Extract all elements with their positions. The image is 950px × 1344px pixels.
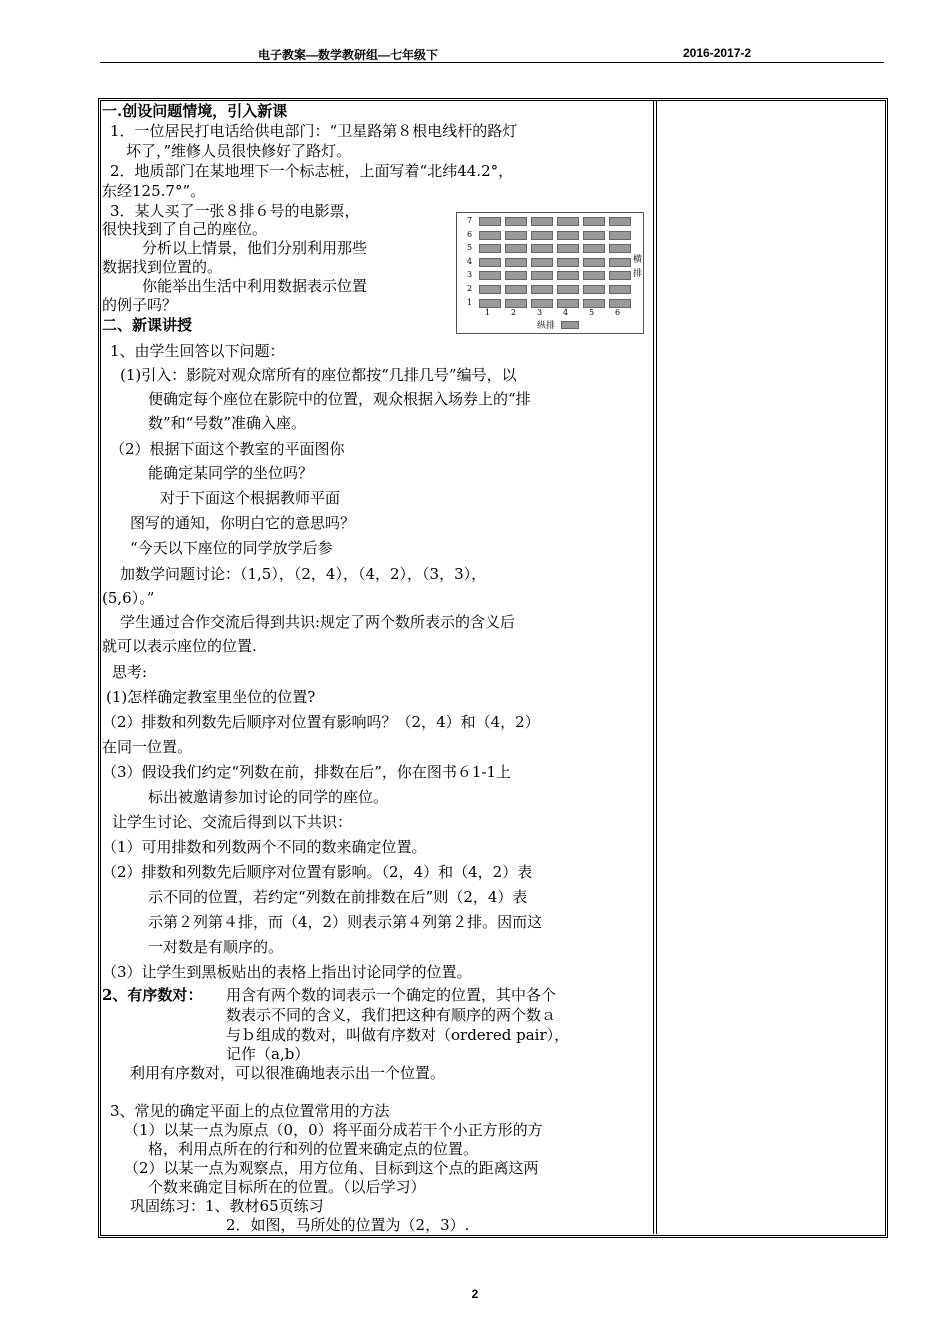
seat bbox=[531, 299, 553, 308]
text-line: 你能举出生活中利用数据表示位置 bbox=[142, 277, 368, 295]
text-line: （1）以某一点为原点（0，0）将平面分成若干个小正方形的方 bbox=[124, 1121, 543, 1139]
seat bbox=[557, 217, 579, 226]
text-line: 就可以表示座位的位置. bbox=[102, 637, 257, 655]
seat bbox=[505, 299, 527, 308]
seat bbox=[505, 231, 527, 240]
text-line: 2．地质部门在某地埋下一个标志桩，上面写着“北纬44.2°， bbox=[110, 162, 514, 180]
text-line: 学生通过合作交流后得到共识:规定了两个数所表示的含义后 bbox=[120, 613, 516, 631]
text-line: （2）以某一点为观察点，用方位角、目标到这个点的距离这两 bbox=[124, 1159, 539, 1177]
seat bbox=[609, 244, 631, 253]
seat bbox=[557, 285, 579, 294]
text-line: “今天以下座位的同学放学后参 bbox=[130, 539, 333, 557]
seat bbox=[557, 244, 579, 253]
text-line: （1）可用排数和列数两个不同的数来确定位置。 bbox=[102, 838, 427, 856]
text-line: 在同一位置。 bbox=[102, 738, 193, 756]
row-number: 2 bbox=[467, 284, 473, 293]
text-line: 巩固练习：1、教材65页练习 bbox=[130, 1197, 324, 1215]
text-line: 思考: bbox=[112, 663, 148, 681]
text-line: 1、由学生回答以下问题： bbox=[110, 342, 285, 360]
row-number: 5 bbox=[467, 243, 473, 252]
seat bbox=[479, 299, 501, 308]
seat bbox=[531, 258, 553, 267]
seat bbox=[505, 258, 527, 267]
text-line: 3．某人买了一张８排６号的电影票， bbox=[110, 202, 360, 220]
text-line: （2）排数和列数先后顺序对位置有影响。（2，4）和（4，2）表 bbox=[102, 863, 533, 881]
seat bbox=[583, 231, 605, 240]
column-number: 6 bbox=[615, 308, 621, 317]
seat bbox=[505, 271, 527, 280]
text-line: (5,6）。” bbox=[102, 589, 155, 607]
seat bbox=[609, 231, 631, 240]
seat bbox=[479, 258, 501, 267]
row-number: 7 bbox=[467, 216, 473, 225]
text-line: （2）根据下面这个教室的平面图你 bbox=[110, 440, 345, 458]
bottom-label: 纵排 bbox=[537, 321, 556, 331]
row-number: 6 bbox=[467, 230, 473, 239]
side-label: 横 bbox=[633, 255, 643, 265]
text-line: （3）让学生到黑板贴出的表格上指出讨论同学的位置。 bbox=[102, 963, 472, 981]
seat bbox=[609, 258, 631, 267]
text-line: 示第２列第４排，而（4，2）则表示第４列第２排。因而这 bbox=[148, 913, 543, 931]
legend-seat bbox=[561, 321, 579, 329]
text-line: 对于下面这个根据教师平面 bbox=[160, 489, 341, 507]
seat bbox=[609, 271, 631, 280]
column-number: 5 bbox=[589, 308, 595, 317]
seat bbox=[505, 217, 527, 226]
seat bbox=[583, 271, 605, 280]
seat bbox=[609, 299, 631, 308]
seat bbox=[557, 231, 579, 240]
section-heading-1: 一.创设问题情境，引入新课 bbox=[102, 102, 288, 120]
text-line: 2．如图，马所处的位置为（2，3）. bbox=[226, 1216, 470, 1234]
side-label: 排 bbox=[633, 269, 643, 279]
header-date: 2016-2017-2 bbox=[683, 46, 752, 60]
text-line: 能确定某同学的坐位吗？ bbox=[148, 464, 314, 482]
seat bbox=[531, 231, 553, 240]
text-line: 利用有序数对，可以很准确地表示出一个位置。 bbox=[130, 1064, 446, 1082]
text-line: 标出被邀请参加讨论的同学的座位。 bbox=[148, 788, 389, 806]
seat bbox=[505, 244, 527, 253]
text-line: 1．一位居民打电话给供电部门：“卫星路第８根电线杆的路灯 bbox=[110, 122, 518, 140]
text-line: 的例子吗？ bbox=[102, 296, 178, 314]
seat bbox=[531, 217, 553, 226]
text-line: 3、常见的确定平面上的点位置常用的方法 bbox=[110, 1102, 390, 1120]
seat bbox=[583, 258, 605, 267]
seat bbox=[479, 217, 501, 226]
text-line: 让学生讨论、交流后得到以下共识： bbox=[112, 813, 353, 831]
text-line: 数表示不同的含义，我们把这种有顺序的两个数ａ bbox=[226, 1006, 557, 1024]
seat bbox=[583, 285, 605, 294]
seat bbox=[609, 285, 631, 294]
column-divider-inner bbox=[656, 100, 657, 1234]
seat bbox=[479, 231, 501, 240]
text-line: 图写的通知，你明白它的意思吗？ bbox=[130, 514, 356, 532]
text-line: （2）排数和列数先后顺序对位置有影响吗？（2，4）和（4，2） bbox=[102, 713, 540, 731]
text-line: 分析以上情景，他们分别利用那些 bbox=[142, 239, 368, 257]
text-line: 很快找到了自己的座位。 bbox=[102, 220, 268, 238]
header-title: 电子教案—数学教研组—七年级下 bbox=[258, 48, 439, 62]
term-ordered-pair: 2、有序数对： bbox=[102, 986, 203, 1004]
text-line: 数据找到位置的。 bbox=[102, 258, 223, 276]
text-line: 一对数是有顺序的。 bbox=[148, 938, 284, 956]
text-line: 示不同的位置，若约定“列数在前排数在后”则（2，4）表 bbox=[148, 888, 528, 906]
row-number: 1 bbox=[467, 298, 473, 307]
text-line: 坏了，”维修人员很快修好了路灯。 bbox=[126, 142, 352, 160]
text-line: 便确定每个座位在影院中的位置，观众根据入场券上的“排 bbox=[148, 390, 531, 408]
row-number: 3 bbox=[467, 270, 473, 279]
text-line: 加数学问题讨论：（1,5），（2，4），（4，2），（3，3）， bbox=[120, 565, 487, 583]
column-number: 4 bbox=[563, 308, 569, 317]
header-rule bbox=[100, 62, 884, 63]
seat bbox=[479, 271, 501, 280]
text-line: 用含有两个数的词表示一个确定的位置，其中各个 bbox=[226, 986, 557, 1004]
text-line: 与ｂ组成的数对，叫做有序数对（ordered pair）， bbox=[226, 1026, 570, 1044]
seat bbox=[531, 244, 553, 253]
text-line: （3）假设我们约定“列数在前，排数在后”，你在图书６1-1上 bbox=[102, 763, 512, 781]
seat bbox=[557, 258, 579, 267]
seat bbox=[531, 285, 553, 294]
page-number: 2 bbox=[471, 1287, 479, 1301]
section-heading-2: 二、新课讲授 bbox=[102, 316, 193, 334]
seat bbox=[479, 244, 501, 253]
seat bbox=[557, 299, 579, 308]
column-number: 2 bbox=[511, 308, 517, 317]
cinema-seating-diagram bbox=[456, 212, 644, 334]
text-line: 个数来确定目标所在的位置。（以后学习） bbox=[148, 1178, 426, 1196]
text-line: 格，利用点所在的行和列的位置来确定点的位置。 bbox=[148, 1140, 479, 1158]
column-number: 3 bbox=[537, 308, 543, 317]
text-line: 数”和“号数”准确入座。 bbox=[148, 414, 307, 432]
seat bbox=[557, 271, 579, 280]
seat bbox=[583, 217, 605, 226]
text-line: (1)引入：影院对观众席所有的座位都按“几排几号”编号，以 bbox=[120, 366, 517, 384]
text-line: 东经125.7°”。 bbox=[102, 182, 206, 200]
seat bbox=[583, 244, 605, 253]
seat bbox=[531, 271, 553, 280]
column-number: 1 bbox=[485, 308, 491, 317]
seat bbox=[505, 285, 527, 294]
seat bbox=[609, 217, 631, 226]
seat bbox=[479, 285, 501, 294]
column-divider bbox=[653, 100, 654, 1234]
seat bbox=[583, 299, 605, 308]
text-line: (1)怎样确定教室里坐位的位置? bbox=[106, 688, 316, 706]
row-number: 4 bbox=[467, 257, 473, 266]
text-line: 记作（a,b） bbox=[226, 1045, 310, 1063]
